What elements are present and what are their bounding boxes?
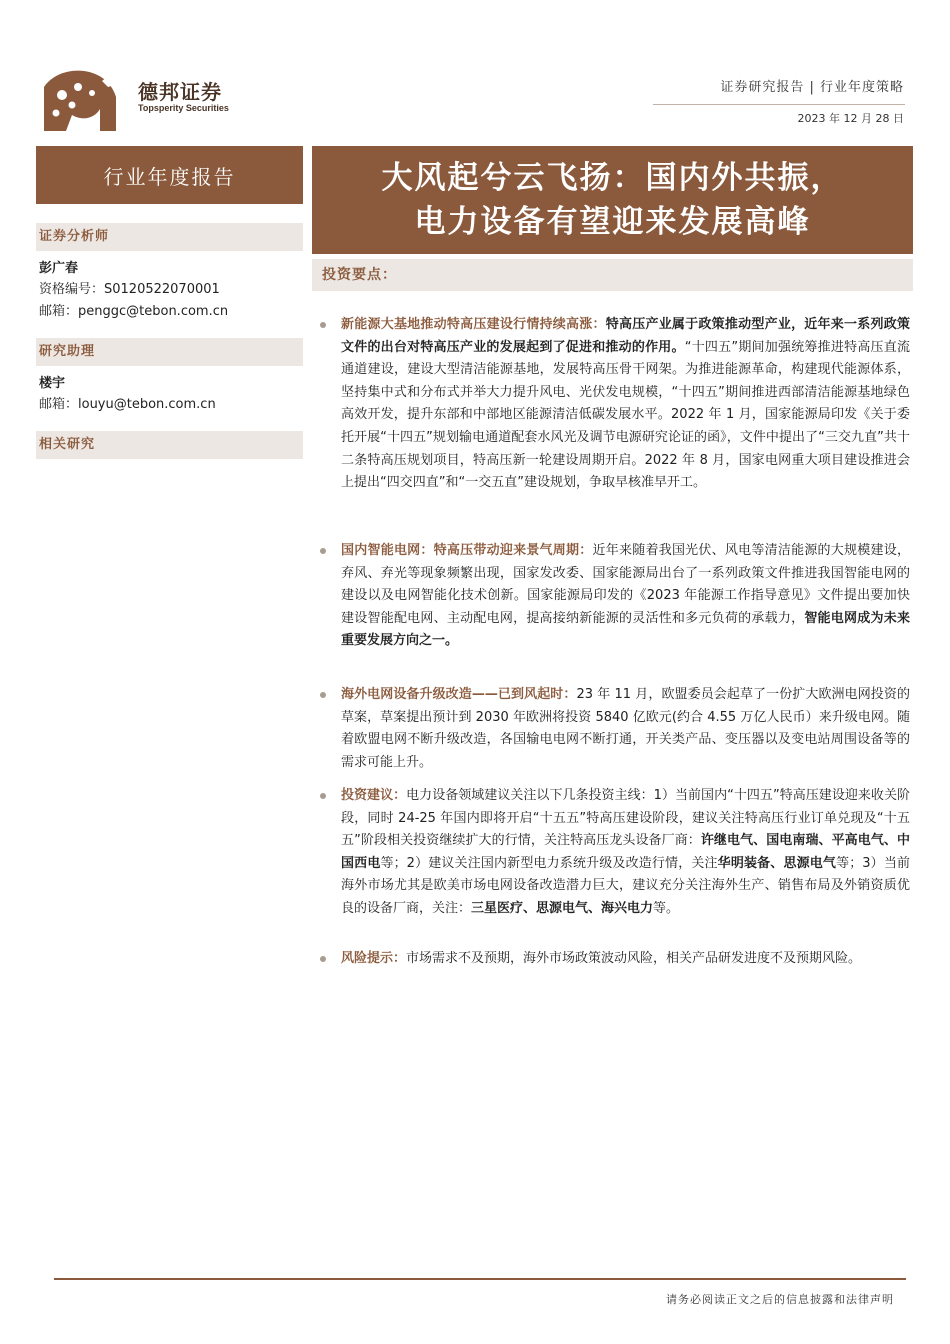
footer-divider: [54, 1278, 906, 1280]
brand-name-en: Topsperity Securities: [138, 103, 229, 113]
bullet-text: 等。: [653, 900, 680, 916]
bullet-item: [320, 684, 910, 774]
footer-disclaimer: 请务必阅读正文之后的信息披露和法律声明: [666, 1293, 894, 1306]
bullet-emphasis: 三星医疗、思源电气、海兴电力: [471, 900, 654, 916]
bullet-lead: 风险提示：: [341, 951, 407, 966]
analyst-section-heading: 证券分析师: [36, 223, 303, 251]
assistant-email[interactable]: 邮箱：louyu@tebon.com.cn: [39, 397, 216, 412]
bullet-emphasis: 特高压产业属于政策推动型产业，近年来一系列政策文件的出台对特高压产业的发展起到了促进和推动的作用。: [341, 317, 910, 355]
bullet-emphasis: 华明装备、思源电气: [717, 855, 837, 871]
bullet-text: 市场需求不及预期，海外市场政策波动风险，相关产品研发进度不及预期风险。: [406, 951, 862, 966]
bullet-dot-icon: [320, 692, 326, 698]
analyst-license: 资格编号：S0120522070001: [39, 282, 220, 297]
bullet-emphasis: 许继电气、国电南瑞、平高电气、中国西电: [341, 833, 910, 871]
bullet-text: 等；3）当前海外市场尤其是欧美市场电网设备改造潜力巨大，建议充分关注海外生产、销售布局及外销资质优良的设备厂商，关注：: [341, 855, 910, 916]
bullet-dot-icon: [320, 548, 326, 554]
bullet-item: [320, 785, 910, 921]
assistant-name: 楼宇: [39, 376, 66, 391]
bullet-item: [320, 948, 910, 971]
report-category-label: 证券研究报告 | 行业年度策略: [720, 80, 904, 95]
bullet-text: 近年来随着我国光伏、风电等清洁能源的大规模建设，弃风、弃光等现象频繁出现，国家发改委、国家能源局出台了一系列政策文件推进我国智能电网的建设以及电网智能化技术创新。国家能源局印发的《2023 年能源工作指导意见》文件提出要加快建设智能配电网、主动配电网，提高接纳新能源的灵活性和多元负荷的承载力，: [341, 543, 910, 626]
bullet-dot-icon: [320, 793, 326, 799]
report-type-box: 行业年度报告: [36, 146, 303, 204]
bullet-lead: 投资建议：: [341, 788, 407, 803]
bullet-lead: 海外电网设备升级改造——已到风起时：: [341, 687, 577, 702]
analyst-email[interactable]: 邮箱：penggc@tebon.com.cn: [39, 304, 229, 319]
bullet-dot-icon: [320, 956, 326, 962]
report-title-box: [312, 146, 913, 254]
bullet-text: “十四五”期间加强统筹推进特高压直流通道建设，建设大型清洁能源基地，发展特高压骨干网架。为推进能源革命，构建现代能源体系，坚持集中式和分布式并举大力提升风电、光伏发电规模，“十四五”期间推进西部清洁能源基地绿色高效开发，提升东部和中部地区能源清洁低碳发展水平。2022 年 1 月，国家能源局印发《关于委托开展“十四五”规划输电通道配套水风光及调节电源研究论证的函》，文件中提出了“三交九直”共十二条特高压规划项目，特高压新一轮建设周期开启。2022 年 8 月，国家电网重大项目建设推进会上提出“四交四直”和“一交五直”建设规划，争取早核准早开工。: [341, 339, 910, 491]
bullet-text: 等；2）建议关注国内新型电力系统升级及改造行情，关注: [380, 855, 718, 871]
bullet-item: [320, 540, 910, 653]
assistant-section-heading: 研究助理: [36, 338, 303, 366]
bullet-text: 23 年 11 月，欧盟委员会起草了一份扩大欧洲电网投资的草案，草案提出预计到 2030 年欧洲将投资 5840 亿欧元(约合 4.55 万亿人民币）来升级电网。随着欧盟电网不断升级改造，各国输电电网不断打通，开关类产品、变压器以及变电站周围设备等的需求可能上升。: [341, 687, 910, 770]
brand-name-cn: 德邦证券: [138, 80, 222, 104]
report-title-line-1: 大风起兮云飞扬：国内外共振，: [381, 160, 844, 196]
bullet-dot-icon: [320, 322, 326, 328]
report-title-line-2: 电力设备有望迎来发展高峰: [414, 204, 811, 240]
brand-logo-icon: [42, 67, 118, 133]
analyst-name: 彭广春: [39, 261, 79, 276]
related-research-heading: 相关研究: [36, 431, 303, 459]
bullet-text: 电力设备领域建议关注以下几条投资主线：1）当前国内“十四五”特高压建设迎来收关阶段，同时 24-25 年国内即将开启“十五五”特高压建设阶段，建议关注特高压行业订单兑现及“十五五”阶段相关投资继续扩大的行情，关注特高压龙头设备厂商：: [341, 788, 910, 849]
report-date: 2023 年 12 月 28 日: [797, 112, 904, 125]
bullet-lead: 国内智能电网：特高压带动迎来景气周期：: [341, 543, 593, 558]
key-points-heading: 投资要点：: [312, 259, 913, 291]
header-divider: [653, 104, 905, 105]
bullet-item: [320, 314, 910, 495]
bullet-emphasis: 智能电网成为未来重要发展方向之一。: [341, 610, 910, 649]
bullet-lead: 新能源大基地推动特高压建设行情持续高涨：: [341, 317, 606, 332]
